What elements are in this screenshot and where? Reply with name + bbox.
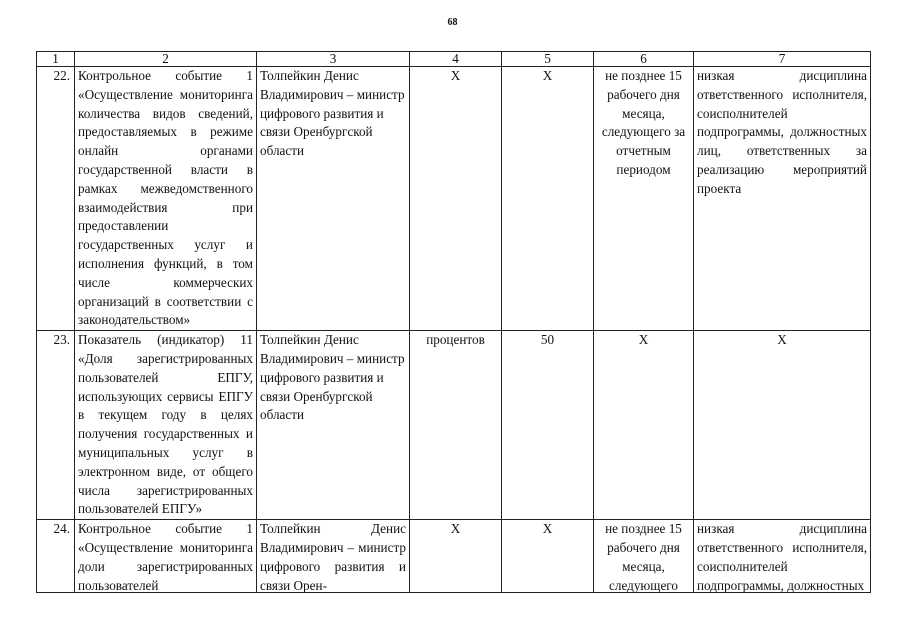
row-unit: процентов	[410, 331, 502, 520]
column-header: 1	[37, 52, 75, 67]
column-header: 7	[694, 52, 871, 67]
document-table	[36, 51, 871, 593]
row-description-text: Контрольное событие 1 «Осуществление мониторинга доли зарегистрированных пользователей	[78, 521, 253, 593]
column-header: 3	[257, 52, 410, 67]
row-number	[37, 520, 75, 593]
page-number: 68	[447, 17, 458, 28]
row-responsible: Толпейкин Денис Владимирович – министр цифрового развития и связи Оренбургской области	[257, 67, 410, 331]
row-number: 22.	[37, 67, 75, 331]
row-deadline-text: не позднее 15 рабочего дня месяца, следующего	[605, 521, 682, 593]
row-risk-text: низкая дисциплина ответственного исполнителя, соисполнителей подпрограммы, должностных	[697, 521, 867, 593]
row-value-text: Х	[542, 521, 553, 537]
row-value	[502, 520, 594, 593]
row-deadline	[594, 520, 694, 593]
row-risk	[694, 520, 871, 593]
row-value: Х	[502, 67, 594, 331]
row-description: Контрольное событие 1 «Осуществление мониторинга количества видов сведений, предоставляемых в режиме онлайн органами государственной власти в рамках межведомственного взаимодействия при предоставлении государственных услуг и исполнения функций, в том числе коммерческих организаций в соответствии с законодательством»	[75, 67, 257, 331]
row-number-text: 24.	[53, 521, 70, 537]
row-risk: низкая дисциплина ответственного исполнителя, соисполнителей подпрограммы, должностных лиц, ответственных за реализацию мероприятий проекта	[694, 67, 871, 331]
column-header: 6	[594, 52, 694, 67]
table-row	[37, 67, 871, 331]
column-header: 2	[75, 52, 257, 67]
row-responsible	[257, 520, 410, 593]
row-number: 23.	[37, 331, 75, 520]
row-unit: Х	[410, 67, 502, 331]
row-responsible-text: Толпейкин Денис Владимирович – министр цифрового развития и связи Орен-	[260, 521, 406, 593]
row-description	[75, 520, 257, 593]
row-responsible: Толпейкин Денис Владимирович – министр цифрового развития и связи Оренбургской области	[257, 331, 410, 520]
column-header: 5	[502, 52, 594, 67]
table-header-row	[37, 52, 871, 67]
row-unit	[410, 520, 502, 593]
table-row	[37, 331, 871, 520]
row-value: 50	[502, 331, 594, 520]
row-unit-text: Х	[450, 521, 461, 537]
row-risk: Х	[694, 331, 871, 520]
row-deadline: Х	[594, 331, 694, 520]
table-row	[37, 520, 871, 593]
column-header: 4	[410, 52, 502, 67]
row-deadline: не позднее 15 рабочего дня месяца, следующего за отчетным периодом	[594, 67, 694, 331]
row-description: Показатель (индикатор) 11 «Доля зарегистрированных пользователей ЕПГУ, использующих сервисы ЕПГУ в текущем году в целях получения государственных и муниципальных услуг в электронном виде, от общего числа зарегистрированных пользователей ЕПГУ»	[75, 331, 257, 520]
